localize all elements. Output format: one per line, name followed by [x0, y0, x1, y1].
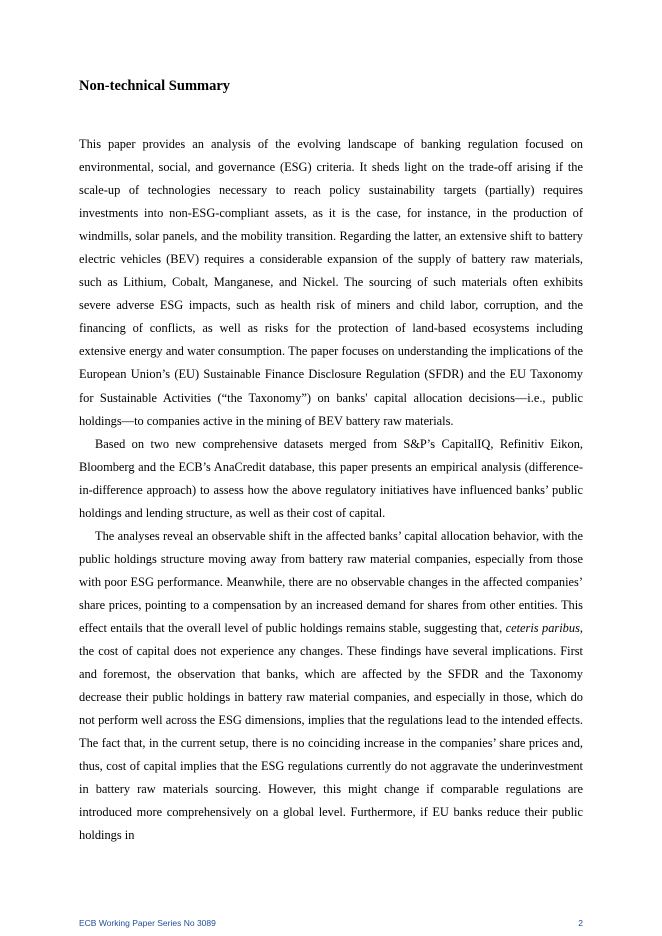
paragraph-2: Based on two new comprehensive datasets merged from S&P’s CapitalIQ, Refinitiv Eikon, Bloomberg and the ECB’s AnaCredit database, this paper presents an empirical analysis (difference-in-difference approach) to assess how the above regulatory initiatives have influenced banks’ public holdings and lending structure, as well as their cost of capital. — [79, 436, 583, 520]
paragraph-3 — [79, 525, 583, 848]
paragraph-1: This paper provides an analysis of the evolving landscape of banking regulation focused on environmental, social, and governance (ESG) criteria. It sheds light on the trade-off arising if the scale-up of technologies necessary to reach policy sustainability targets (partially) requires investments into non-ESG-compliant assets, as it is the case, for instance, in the production of windmills, solar panels, and the mobility transition. Regarding the latter, an extensive shift to battery electric vehicles (BEV) requires a considerable expansion of the supply of battery raw materials, such as Lithium, Cobalt, Manganese, and Nickel. The sourcing of such materials often exhibits severe adverse ESG impacts, such as health risk of miners and child labor, corruption, and the financing of conflicts, as well as risks for the protection of land-based ecosystems including extensive energy and water consumption. The paper focuses on understanding the implications of the European Union’s (EU) Sustainable Finance Disclosure Regulation (SFDR) and the EU Taxonomy for Sustainable Activities (“the Taxonomy”) on banks' capital allocation decisions—i.e., public holdings—to companies active in the mining of BEV battery raw materials. — [79, 137, 583, 428]
footer-page-number: 2 — [578, 918, 583, 928]
paragraph-3-text-b: , the cost of capital does not experience any changes. These findings have several implications. First and foremost, the observation that banks, which are affected by the SFDR and the Taxonomy decrease their public holdings in battery raw material companies, and especially in those, which do not perform well across the ESG dimensions, implies that the regulations lead to the intended effects. The fact that, in the current setup, there is no coinciding increase in the companies’ share prices and, thus, cost of capital implies that the ESG regulations currently do not aggravate the underinvestment in battery raw materials sourcing. However, this might change if comparable regulations are introduced more comprehensively on a global level. Furthermore, if EU banks reduce their public holdings in — [79, 620, 583, 843]
paragraph-3-italic: ceteris paribus — [505, 620, 580, 635]
paragraph-3-text-a: The analyses reveal an observable shift in the affected banks’ capital allocation behavior, with the public holdings structure moving away from battery raw material companies, especially from those with poor ESG performance. Meanwhile, there are no observable changes in the affected companies’ share prices, pointing to a compensation by an increased demand for shares from other entities. This effect entails that the overall level of public holdings remains stable, suggesting that, — [79, 528, 583, 635]
footer-series: ECB Working Paper Series No 3089 — [79, 918, 216, 928]
summary-body — [79, 133, 583, 847]
section-heading: Non-technical Summary — [79, 78, 231, 94]
